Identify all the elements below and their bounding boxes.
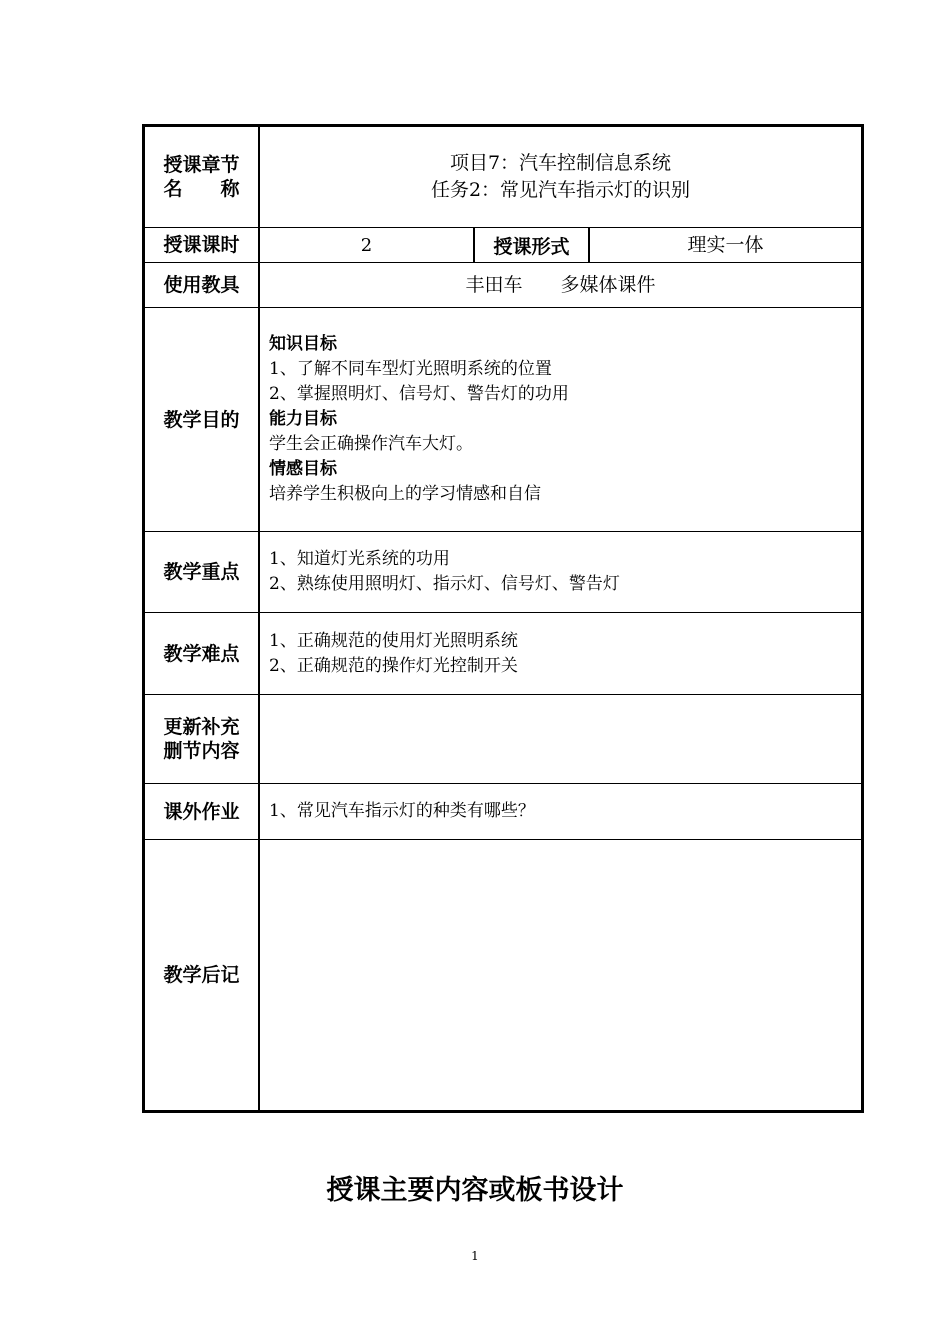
row-updates (145, 695, 861, 784)
value-chapter (260, 127, 861, 227)
section-heading: 授课主要内容或板书设计 (326, 1175, 624, 1206)
emotion-title: 情感目标 (269, 459, 337, 479)
label-objectives: 教学目的 (145, 308, 260, 531)
knowledge-title: 知识目标 (269, 334, 337, 354)
lesson-plan-table (142, 124, 864, 1113)
value-homework: 1、常见汽车指示灯的种类有哪些？ (269, 801, 535, 821)
chapter-task: 任务2：常见汽车指示灯的识别 (430, 179, 691, 201)
label-reflection: 教学后记 (145, 840, 260, 1110)
row-objectives (145, 308, 861, 532)
label-updates-line1: 更新补充 (163, 716, 240, 738)
value-updates (260, 695, 861, 783)
label-chapter-line2: 名 称 (163, 178, 240, 200)
label-updates (145, 695, 260, 783)
knowledge-item-2: 2、掌握照明灯、信号灯、警告灯的功用 (269, 384, 569, 404)
label-key-points: 教学重点 (145, 532, 260, 612)
difficulty-item-1: 1、正确规范的使用灯光照明系统 (269, 630, 518, 651)
label-updates-line2: 删节内容 (163, 740, 240, 762)
row-homework (145, 784, 861, 840)
label-tools: 使用教具 (145, 263, 260, 307)
difficulty-item-2: 2、正确规范的操作灯光控制开关 (269, 655, 518, 676)
value-difficulties (260, 613, 861, 694)
value-tools: 丰田车 多媒体课件 (465, 273, 656, 296)
page-number: 1 (471, 1249, 479, 1263)
chapter-project: 项目7：汽车控制信息系统 (449, 152, 672, 174)
label-homework: 课外作业 (145, 784, 260, 839)
value-hours: 2 (360, 234, 373, 256)
value-key-points (260, 532, 861, 612)
row-difficulties (145, 613, 861, 695)
ability-title: 能力目标 (269, 409, 337, 429)
label-difficulties: 教学难点 (145, 613, 260, 694)
knowledge-item-1: 1、了解不同车型灯光照明系统的位置 (269, 359, 552, 379)
row-hours (145, 228, 861, 263)
value-form: 理实一体 (687, 233, 764, 256)
label-chapter-line1: 授课章节 (163, 154, 240, 176)
value-reflection (260, 840, 861, 1110)
value-objectives (260, 308, 861, 531)
key-point-item-1: 1、知道灯光系统的功用 (269, 549, 450, 569)
row-tools (145, 263, 861, 308)
label-form: 授课形式 (473, 228, 590, 262)
emotion-text: 培养学生积极向上的学习情感和自信 (269, 484, 541, 504)
row-key-points (145, 532, 861, 613)
ability-text: 学生会正确操作汽车大灯。 (269, 434, 473, 454)
row-chapter (145, 127, 861, 228)
label-hours: 授课课时 (145, 228, 260, 262)
label-chapter (145, 127, 260, 227)
key-point-item-2: 2、熟练使用照明灯、指示灯、信号灯、警告灯 (269, 574, 620, 594)
row-reflection (145, 840, 861, 1110)
